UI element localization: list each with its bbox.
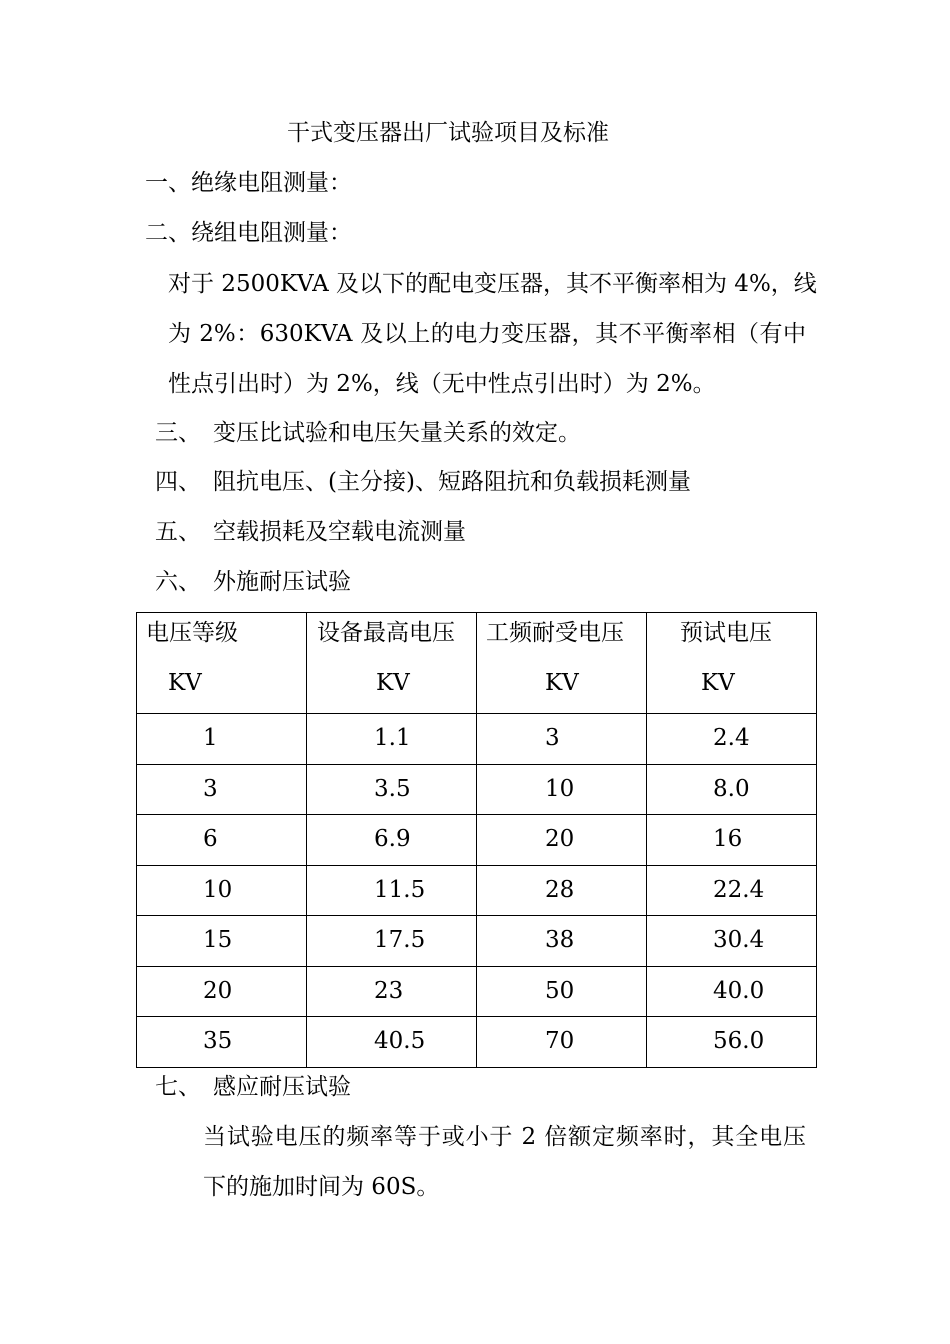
table-row	[137, 966, 817, 1017]
table-row	[137, 865, 817, 916]
table-cell: 70	[477, 1017, 647, 1068]
section-text: 感应耐压试验	[213, 1074, 351, 1100]
table-cell: 35	[137, 1017, 307, 1068]
section-1-heading: 一、绝缘电阻测量：	[145, 170, 352, 196]
section-text: 变压比试验和电压矢量关系的效定。	[213, 420, 581, 446]
header-max-equipment-voltage	[307, 613, 477, 714]
table-cell: 30.4	[647, 916, 817, 967]
table-row	[137, 764, 817, 815]
table-cell: 10	[477, 764, 647, 815]
table-cell: 20	[137, 966, 307, 1017]
table-header-row	[137, 613, 817, 714]
table-cell: 3.5	[307, 764, 477, 815]
table-row	[137, 714, 817, 765]
table-cell: 16	[647, 815, 817, 866]
section-7-paragraph-line-2: 下的施加时间为 60S。	[203, 1174, 440, 1200]
table-cell: 20	[477, 815, 647, 866]
table-cell: 28	[477, 865, 647, 916]
header-unit: KV	[376, 670, 410, 696]
header-unit: KV	[701, 670, 735, 696]
table-cell: 11.5	[307, 865, 477, 916]
withstand-voltage-table	[136, 612, 817, 1068]
document-title: 干式变压器出厂试验项目及标准	[287, 120, 609, 146]
header-unit: KV	[168, 670, 202, 696]
section-number: 五、	[155, 519, 201, 545]
header-pre-test-voltage	[647, 613, 817, 714]
table-cell: 38	[477, 916, 647, 967]
table-row	[137, 1017, 817, 1068]
section-text: 空载损耗及空载电流测量	[213, 519, 466, 545]
section-text: 外施耐压试验	[213, 569, 351, 595]
section-number: 七、	[155, 1074, 201, 1100]
table-cell: 2.4	[647, 714, 817, 765]
table-cell: 15	[137, 916, 307, 967]
table-cell: 6	[137, 815, 307, 866]
table-cell: 3	[477, 714, 647, 765]
header-unit: KV	[545, 670, 579, 696]
table-cell: 17.5	[307, 916, 477, 967]
section-5-heading	[155, 517, 466, 547]
table-cell: 1	[137, 714, 307, 765]
table-cell: 3	[137, 764, 307, 815]
header-voltage-class	[137, 613, 307, 714]
table-cell: 22.4	[647, 865, 817, 916]
table-cell: 40.5	[307, 1017, 477, 1068]
header-line-1: 预试电压	[680, 620, 772, 646]
section-3-heading	[155, 418, 581, 448]
section-2-paragraph-line-2: 为 2%：630KVA 及以上的电力变压器，其不平衡率相（有中	[168, 321, 806, 347]
section-2-heading: 二、绕组电阻测量：	[145, 220, 352, 246]
section-2-paragraph-line-1: 对于 2500KVA 及以下的配电变压器，其不平衡率相为 4%，线	[168, 271, 817, 297]
header-line-1: 电压等级	[146, 620, 238, 646]
section-6-heading	[155, 567, 351, 597]
table-cell: 6.9	[307, 815, 477, 866]
section-number: 三、	[155, 420, 201, 446]
table-cell: 40.0	[647, 966, 817, 1017]
table-cell: 56.0	[647, 1017, 817, 1068]
section-number: 四、	[155, 469, 201, 495]
table-cell: 10	[137, 865, 307, 916]
header-power-frequency-withstand-voltage	[477, 613, 647, 714]
table-row	[137, 916, 817, 967]
section-7-heading	[155, 1072, 351, 1102]
section-number: 六、	[155, 569, 201, 595]
section-text: 阻抗电压、(主分接)、短路阻抗和负载损耗测量	[213, 469, 691, 495]
section-4-heading	[155, 467, 691, 497]
section-2-paragraph-line-3: 性点引出时）为 2%，线（无中性点引出时）为 2%。	[168, 371, 716, 397]
header-line-1: 工频耐受电压	[486, 620, 624, 646]
table-cell: 50	[477, 966, 647, 1017]
section-7-paragraph-line-1: 当试验电压的频率等于或小于 2 倍额定频率时，其全电压	[203, 1124, 806, 1150]
table-cell: 8.0	[647, 764, 817, 815]
table-cell: 1.1	[307, 714, 477, 765]
header-line-1: 设备最高电压	[317, 620, 455, 646]
table-row	[137, 815, 817, 866]
table-cell: 23	[307, 966, 477, 1017]
